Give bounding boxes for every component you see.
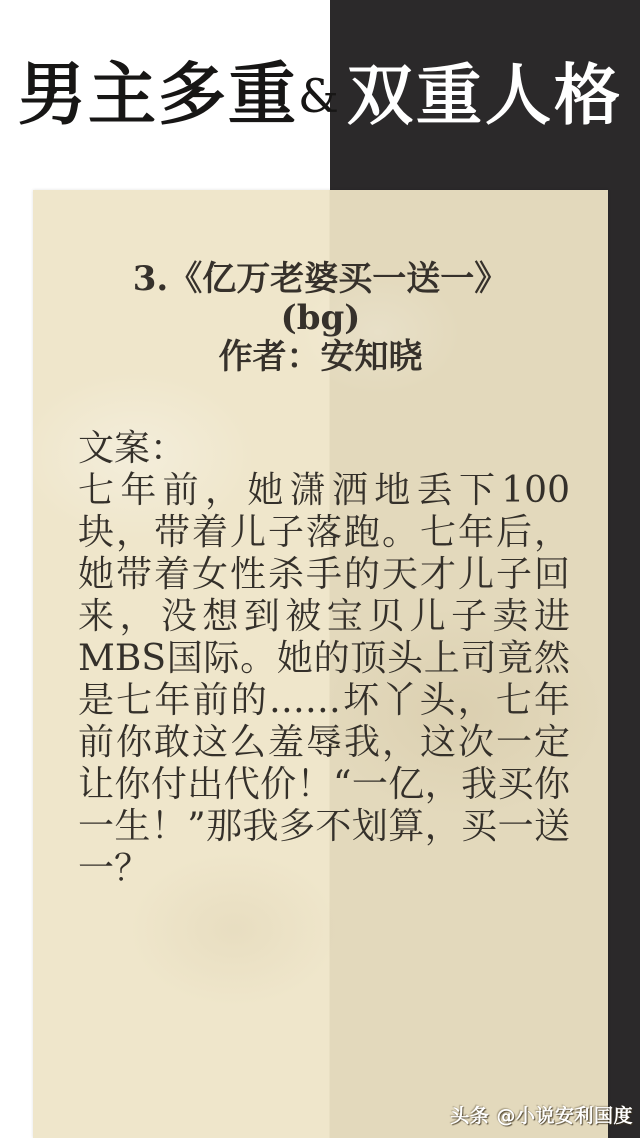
book-author-line: 作者：安知晓 (218, 337, 423, 377)
synopsis-text: 七年前，她潇洒地丢下100块，带着儿子落跑。七年后，她带着女性杀手的天才儿子回来，没想到被宝贝儿子卖进MBS国际。她的顶头上司竟然是七年前的……坏丫头，七年前你敢这么羞辱我，这次一定让你付出代价！“一亿，我买你一生！”那我多不划算，买一送一？ (78, 470, 570, 889)
header-left-title (0, 55, 339, 135)
header-ampersand: & (298, 69, 339, 123)
book-orientation-line: (bg) (280, 298, 361, 338)
header-left-title-text: 男主多重 (18, 55, 299, 135)
book-title-block (33, 260, 608, 377)
header-banner (0, 0, 640, 190)
book-title-line: 3.《亿万老婆买一送一》 (132, 259, 509, 299)
watermark-credit: 头条 @小说安利国度 (450, 1105, 633, 1127)
header-right-title: 双重人格 (346, 56, 623, 134)
synopsis-label: 文案： (78, 428, 187, 469)
parchment-card (33, 190, 608, 1138)
